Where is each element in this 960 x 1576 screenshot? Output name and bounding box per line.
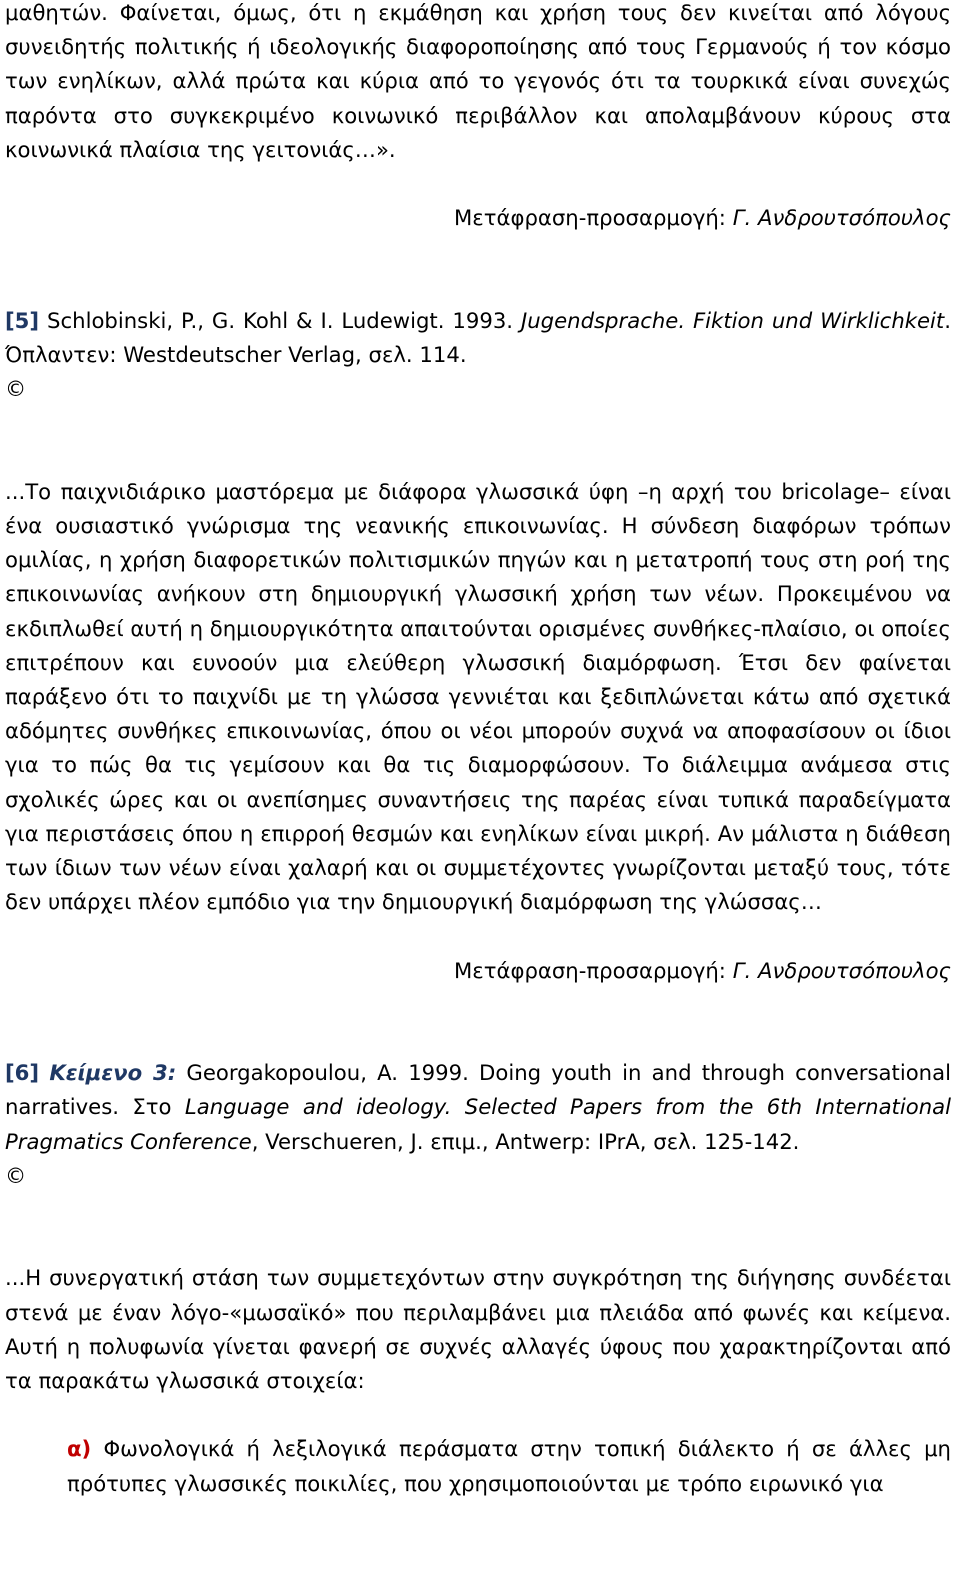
spacer [5,988,951,1022]
spacer [5,167,951,201]
paragraph-bricolage: ...Το παιχνιδιάρικο μαστόρεμα με διάφορα γλωσσικά ύφη –η αρχή του bricolage– είναι ένα ουσιαστικό γνώρισμα της νεανικής επικοινωνίας. Η σύνδεση διαφόρων τρόπων ομιλίας, η χρήση διαφορετικών πολιτισμικών πηγών και η μετατροπή τους στη ροή της επικοινωνίας ανήκουν στη δημιουργική γλωσσική χρήση των νέων. Προκειμένου να εκδιπλωθεί αυτή η δημιουργικότητα απαιτούνται ορισμένες συνθήκες-πλαίσιο, οι οποίες επιτρέπουν και ευνοούν μια ελεύθερη γλωσσική διαμόρφωση. Έτσι δεν φαίνεται παράξενο ότι το παιχνίδι με τη γλώσσα γεννιέται και ξεδιπλώνεται κάτω από σχετικά αδόμητες συνθήκες επικοινωνίας, όπου οι νέοι μπορούν συχνά να αποφασίσουν οι ίδιοι για το πώς θα τις γεμίσουν και θα τις διαμορφώσουν. Το διάλειμμα ανάμεσα στις σχολικές ώρες και οι ανεπίσημες συναντήσεις της παρέας είναι τυπικά παραδείγματα για περιστάσεις όπου η επιρροή θεσμών και ενηλίκων είναι μικρή. Αν μάλιστα η διάθεση των ίδιων των νέων είναι χαλαρή και οι συμμετέχοντες γνωρίζονται μεταξύ τους, τότε δεν υπάρχει πλέον εμπόδιο για την δημιουργική διαμόρφωση της γλώσσας… [5,478,951,915]
spacer [5,1398,951,1432]
reference-5 [5,304,951,372]
credit-prefix: Μετάφραση-προσαρμογή: [454,957,733,983]
translation-credit-1 [5,201,951,235]
spacer [5,1227,951,1261]
paragraph-cooperative: ...Η συνεργατική στάση των συμμετεχόντων στην συγκρότηση της διήγησης συνδέεται στενά με έναν λόγο-«μωσαϊκό» που περιλαμβάνει μια πλειάδα από φωνές και κείμενα. Αυτή η πολυφωνία γίνεται φανερή σε συχνές αλλαγές ύφους που χαρακτηρίζονται από τα παρακάτω γλωσσικά στοιχεία: [5,1265,951,1393]
credit-prefix: Μετάφραση-προσαρμογή: [454,205,733,231]
copyright-icon: © [5,376,27,402]
spacer [5,235,951,269]
list-text: Φωνολογικά ή λεξιλογικά περάσματα στην τοπική διάλεκτο ή σε άλλες μη πρότυπες γλωσσικές ποικιλίες, που χρησιμοποιούνται με τρόπο ειρωνικό για [67,1436,951,1496]
copyright-icon: © [5,1162,27,1188]
list-item-a [67,1432,951,1500]
reference-publisher: , Verschueren, J. επιμ., Antwerp: IPrA, σελ. 125-142. [251,1128,800,1154]
reference-number: [5] [5,307,40,333]
spacer [5,1193,951,1227]
credit-name: Γ. Ανδρουτσόπουλος [732,205,951,231]
reference-authors: Georgakopoulou, A. 1999. Doing youth in and through conversational narratives. Στο [5,1060,951,1120]
spacer [5,270,951,304]
reference-label: Κείμενο 3: [49,1060,177,1086]
reference-title: Language and ideology. Selected Papers from the 6th International Pragmatics Conference [5,1094,952,1154]
credit-name: Γ. Ανδρουτσόπουλος [732,957,951,983]
reference-6 [5,1056,951,1159]
reference-authors: Schlobinski, P., G. Kohl & I. Ludewigt. 1993. [39,307,521,333]
reference-title: Jugendsprache. Fiktion und Wirklichkeit [520,307,945,333]
spacer [5,441,951,475]
spacer [5,919,951,953]
document-page [5,0,951,1501]
reference-publisher: . Όπλαντεν: Westdeutscher Verlag, σελ. 114. [5,307,951,367]
reference-number: [6] [5,1060,40,1086]
spacer [5,1022,951,1056]
spacer [5,406,951,440]
list-label: α) [67,1436,92,1462]
translation-credit-2 [5,954,951,988]
paragraph-top: μαθητών. Φαίνεται, όμως, ότι η εκμάθηση και χρήση τους δεν κινείται από λόγους συνειδητής πολιτικής ή ιδεολογικής διαφοροποίησης από τους Γερμανούς ή τον κόσμο των ενηλίκων, αλλά πρώτα και κύρια από το γεγονός ότι τα τουρκικά είναι συνεχώς παρόντα στο συγκεκριμένο κοινωνικό περιβάλλον και απολαμβάνουν κύρους στα κοινωνικά πλαίσια της γειτονιάς…». [5,0,951,162]
